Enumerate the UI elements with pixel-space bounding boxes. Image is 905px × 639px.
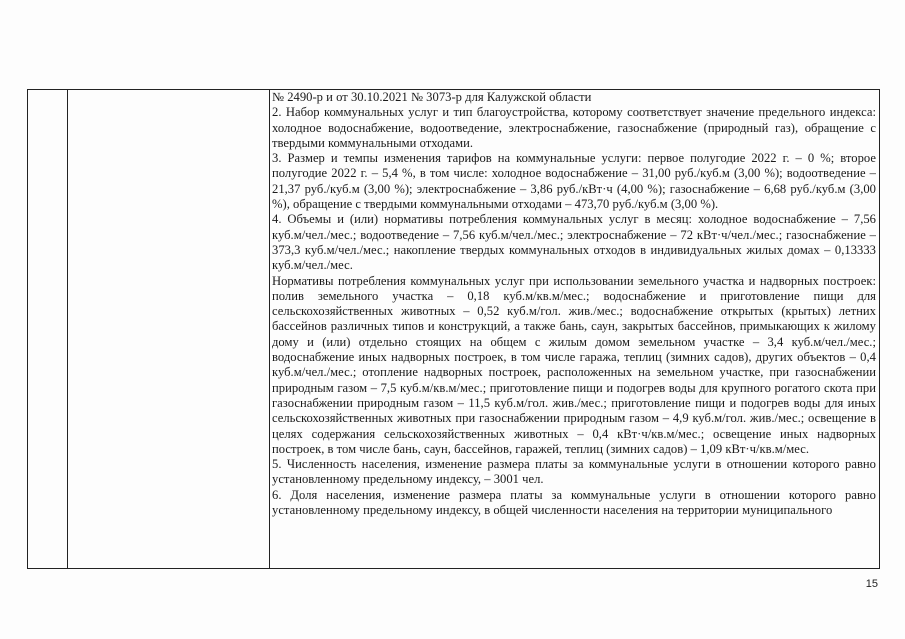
paragraph-population-count: 5. Численность населения, изменение размера платы за коммунальные услуги в отношении которого равно установленному предельному индексу, – 3001 чел. bbox=[272, 457, 876, 487]
paragraph-utility-set: 2. Набор коммунальных услуг и тип благоустройства, которому соответствует значение предельного индекса: холодное водоснабжение, водоотведение, электроснабжение, газоснабжение (природный газ), обращение с твердыми коммунальными отходами. bbox=[272, 105, 876, 150]
table-column-number bbox=[28, 90, 68, 568]
table-column-name bbox=[68, 90, 270, 568]
paragraph-order-reference: № 2490-р и от 30.10.2021 № 3073-р для Калужской области bbox=[272, 90, 592, 104]
paragraph-tariff-changes: 3. Размер и темпы изменения тарифов на коммунальные услуги: первое полугодие 2022 г. – 0 %; второе полугодие 2022 г. – 5,4 %, в том числе: холодное водоснабжение – 31,00 руб./куб.м (3,00 %); водоотведение – 21,37 руб./куб.м (3,00 %); электроснабжение – 3,86 руб./кВт·ч (4,00 %); газоснабжение – 6,68 руб./куб.м (3,00 %), обращение с твердыми коммунальными отходами – 473,70 руб./куб.м (3,00 %). bbox=[272, 151, 876, 212]
document-table bbox=[27, 89, 880, 569]
page-number: 15 bbox=[865, 578, 878, 590]
paragraph-consumption-volumes: 4. Объемы и (или) нормативы потребления коммунальных услуг в месяц: холодное водоснабжение – 7,56 куб.м/чел./мес.; водоотведение – 7,56 куб.м/чел./мес.; электроснабжение – 72 кВт·ч/чел./мес.; газоснабжение – 373,3 куб.м/чел./мес.; накопление твердых коммунальных отходов в индивидуальных жилых домах – 0,13333 куб.м/чел./мес. bbox=[272, 212, 876, 273]
paragraph-population-share: 6. Доля населения, изменение размера платы за коммунальные услуги в отношении которого равно установленному предельному индексу, в общей численности населения на территории муниципального bbox=[272, 487, 876, 518]
table-column-content bbox=[271, 90, 877, 568]
paragraph-land-plot-norms: Нормативы потребления коммунальных услуг при использовании земельного участка и надворных построек: полив земельного участка – 0,18 куб.м/кв.м/мес.; водоснабжение и приготовление пищи для сельскохозяйственных животных – 0,52 куб.м/гол. жив./мес.; водоснабжение открытых (крытых) летних бассейнов различных типов и конструкций, а также бань, саун, закрытых бассейнов, примыкающих к жилому дому и (или) отдельно стоящих на общем с жилым домом земельном участке – 3,4 куб.м/чел./мес.; водоснабжение иных надворных построек, в том числе гаража, теплиц (зимних садов), других объектов – 0,4 куб.м/чел./мес.; отопление надворных построек, расположенных на земельном участке, при газоснабжении природным газом – 7,5 куб.м/кв.м/мес.; приготовление пищи и подогрев воды для крупного рогатого скота при газоснабжении природным газом – 11,5 куб.м/гол. жив./мес.; приготовление пищи и подогрев воды для иных сельскохозяйственных животных при газоснабжении природным газом – 4,9 куб.м/гол. жив./мес.; освещение в целях содержания сельскохозяйственных животных – 0,4 кВт·ч/кв.м/мес.; освещение иных надворных построек, в том числе бань, саун, бассейнов, гаражей, теплиц (зимних садов) – 1,09 кВт·ч/кв.м/мес. bbox=[272, 273, 876, 456]
